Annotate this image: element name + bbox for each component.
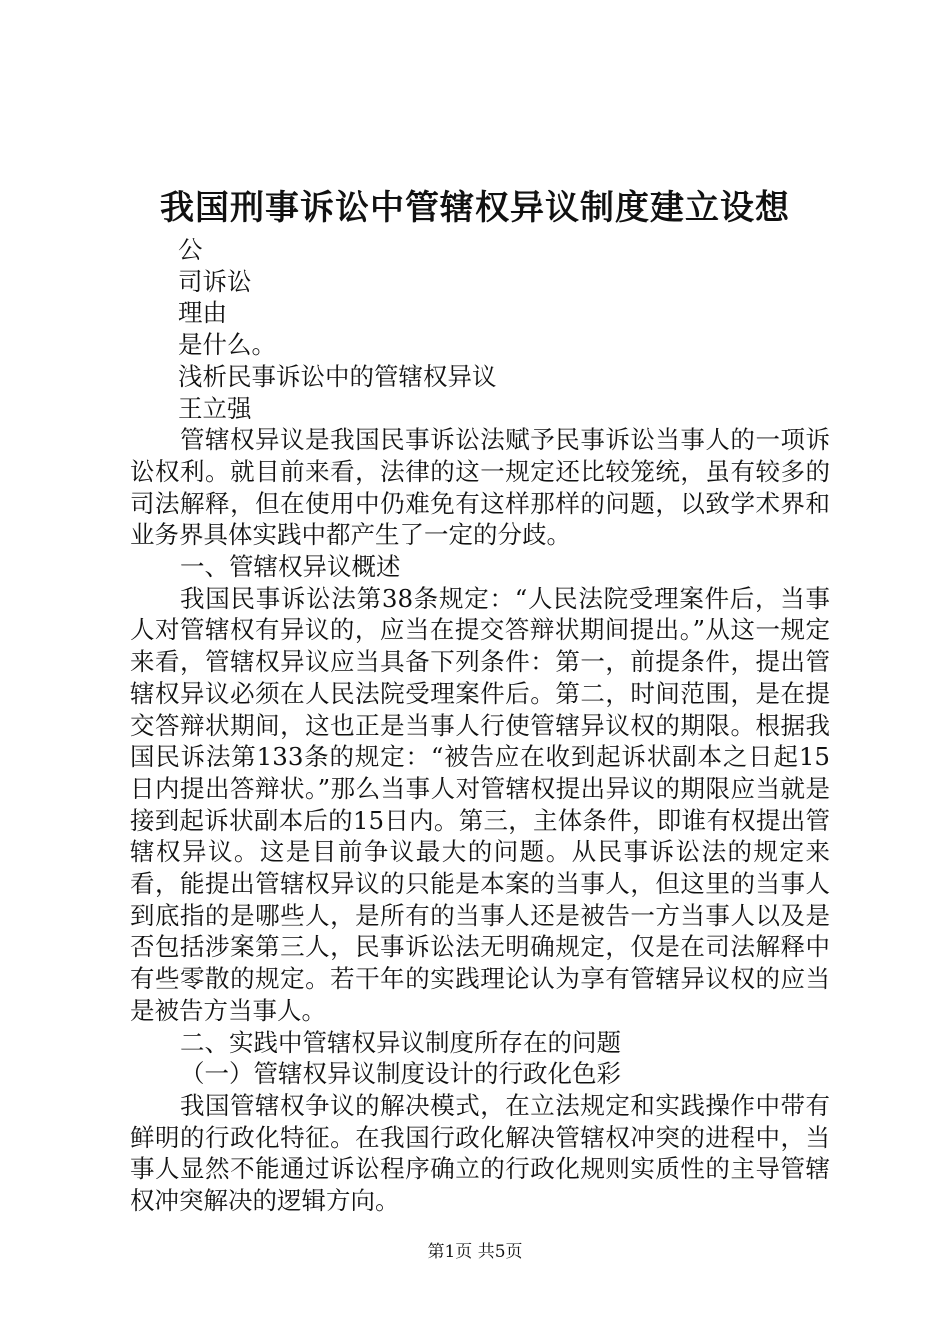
section-heading: 一、管辖权异议概述 (180, 552, 401, 582)
short-line: 是什么。 (178, 330, 276, 360)
paragraph-intro: 管辖权异议是我国民事诉讼法赋予民事诉讼当事人的一项诉讼权利。就目前来看，法律的这一规定还比较笼统，虽有较多的司法解释，但在使用中仍难免有这样那样的问题，以致学术界和业务界具体实践中都产生了一定的分歧。 (130, 425, 830, 550)
paragraph-overview: 我国民事诉讼法第38条规定：“人民法院受理案件后，当事人对管辖权有异议的，应当在提交答辩状期间提出。”从这一规定来看，管辖权异议应当具备下列条件：第一，前提条件，提出管辖权异议必须在人民法院受理案件后。第二，时间范围，是在提交答辩状期间，这也正是当事人行使管辖异议权的期限。根据我国民诉法第133条的规定：“被告应在收到起诉状副本之日起15日内提出答辩状。”那么当事人对管辖权提出异议的期限应当就是接到起诉状副本后的15日内。第三，主体条件，即谁有权提出管辖权异议。这是目前争议最大的问题。从民事诉讼法的规定来看，能提出管辖权异议的只能是本案的当事人，但这里的当事人到底指的是哪些人，是所有的当事人还是被告一方当事人以及是否包括涉案第三人，民事诉讼法无明确规定，仅是在司法解释中有些零散的规定。若干年的实践理论认为享有管辖异议权的应当是被告方当事人。 (130, 583, 830, 1025)
short-line: 理由 (178, 298, 227, 328)
section-heading: 二、实践中管辖权异议制度所存在的问题 (180, 1027, 621, 1057)
page-footer: 第1页 共5页 (427, 1242, 523, 1262)
paragraph-problem: 我国管辖权争议的解决模式，在立法规定和实践操作中带有鲜明的行政化特征。在我国行政化解决管辖权冲突的进程中，当事人显然不能通过诉讼程序确立的行政化规则实质性的主导管辖权冲突解决的逻辑方向。 (130, 1090, 830, 1216)
document-title: 我国刑事诉讼中管辖权异议制度建立设想 (160, 188, 790, 228)
document-body (130, 234, 830, 1217)
author-line: 王立强 (178, 393, 252, 423)
short-line: 公 (178, 235, 203, 264)
short-line: 浅析民事诉讼中的管辖权异议 (178, 361, 497, 391)
short-line: 司诉讼 (178, 266, 252, 296)
subsection-heading: （一）管辖权异议制度设计的行政化色彩 (180, 1059, 621, 1089)
